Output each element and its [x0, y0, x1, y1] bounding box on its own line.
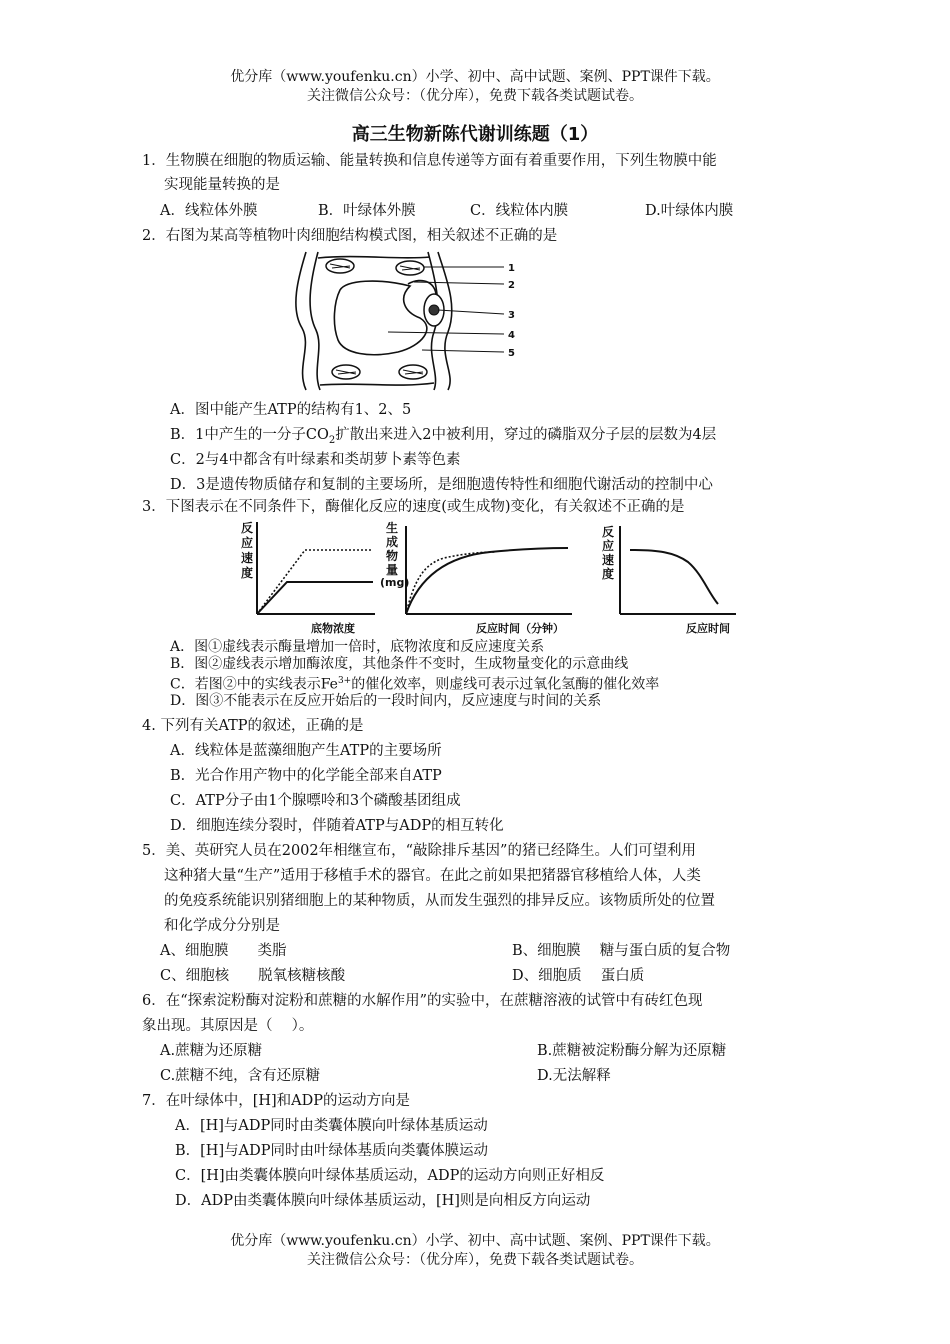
- header-line-2: 关注微信公众号：（优分库），免费下载各类试题试卷。: [307, 88, 643, 104]
- chart-2-ylabel-3: 物: [386, 549, 399, 563]
- q5-stem-line-2: 这种猪大量“生产”适用于移植手术的器官。在此之前如果把猪器官移植给人体，人类: [164, 868, 701, 884]
- q1-option-a: A．线粒体外膜: [160, 203, 258, 219]
- chart-2-ylabel-2: 成: [386, 535, 399, 549]
- q2-stem: 2．右图为某高等植物叶肉细胞结构模式图，相关叙述不正确的是: [142, 228, 558, 244]
- diagram-label-2: 2: [508, 280, 515, 291]
- q3-option-d: D．图③不能表示在反应开始后的一段时间内，反应速度与时间的关系: [170, 693, 602, 709]
- q3-stem: 3．下图表示在不同条件下，酶催化反应的速度(或生成物)变化，有关叙述不正确的是: [142, 499, 685, 515]
- chart-1-ylabel-3: 速: [241, 551, 254, 565]
- q4-option-c: C．ATP分子由1个腺嘌呤和3个磷酸基团组成: [170, 793, 461, 809]
- q2-option-c: C．2与4中都含有叶绿素和类胡萝卜素等色素: [170, 452, 461, 468]
- chart-2-ylabel-4: 量: [386, 563, 399, 577]
- q6-stem-line-1: 6．在“探索淀粉酶对淀粉和蔗糖的水解作用”的实验中，在蔗糖溶液的试管中有砖红色现: [142, 993, 703, 1009]
- q7-option-b: B．[H]与ADP同时由叶绿体基质向类囊体膜运动: [175, 1143, 488, 1159]
- q4-option-b: B．光合作用产物中的化学能全部来自ATP: [170, 768, 442, 784]
- diagram-label-5: 5: [508, 348, 515, 359]
- q5-stem-line-1: 5．美、英研究人员在2002年相继宣布，“敲除排斥基因”的猪已经降生。人们可望利用: [142, 843, 696, 859]
- q1-option-b: B．叶绿体外膜: [318, 203, 416, 219]
- q4-stem: 4. 下列有关ATP的叙述，正确的是: [142, 718, 364, 734]
- cell-structure-diagram: [288, 248, 528, 393]
- q6-option-c: C.蔗糖不纯，含有还原糖: [160, 1068, 321, 1084]
- footer-line-1: 优分库（www.youfenku.cn）小学、初中、高中试题、案例、PPT课件下载。: [230, 1233, 720, 1249]
- chart-1-ylabel-4: 度: [241, 566, 254, 580]
- q1-option-c: C．线粒体内膜: [470, 203, 569, 219]
- chart-1: [235, 518, 377, 636]
- chart-1-ylabel-2: 应: [241, 536, 254, 550]
- chart-3: [598, 522, 748, 636]
- page-title: 高三生物新陈代谢训练题（1）: [351, 124, 599, 145]
- q7-option-a: A．[H]与ADP同时由类囊体膜向叶绿体基质运动: [175, 1118, 488, 1134]
- chart-2: [380, 518, 575, 636]
- q5-option-c: C、细胞核 脱氧核糖核酸: [160, 968, 346, 984]
- q7-option-d: D．ADP由类囊体膜向叶绿体基质运动，[H]则是向相反方向运动: [175, 1193, 591, 1209]
- q3-option-b: B．图②虚线表示增加酶浓度，其他条件不变时，生成物量变化的示意曲线: [170, 656, 629, 672]
- chart-3-xlabel: 反应时间: [686, 622, 730, 635]
- header-line-1: 优分库（www.youfenku.cn）小学、初中、高中试题、案例、PPT课件下载。: [230, 69, 720, 85]
- q1-stem-line-1: 1．生物膜在细胞的物质运输、能量转换和信息传递等方面有着重要作用，下列生物膜中能: [142, 153, 717, 169]
- q6-option-b: B.蔗糖被淀粉酶分解为还原糖: [537, 1043, 727, 1059]
- diagram-label-3: 3: [508, 310, 515, 321]
- cell-wall-left: [296, 252, 306, 390]
- q1-option-d: D.叶绿体内膜: [645, 203, 734, 219]
- chart-3-curve: [630, 550, 718, 604]
- q5-stem-line-3: 的免疫系统能识别猪细胞上的某种物质，从而发生强烈的排异反应。该物质所处的位置: [164, 893, 715, 909]
- q7-stem: 7．在叶绿体中，[H]和ADP的运动方向是: [142, 1093, 411, 1109]
- q5-option-b: B、细胞膜 糖与蛋白质的复合物: [512, 943, 731, 959]
- vacuole: [334, 281, 426, 355]
- chart-2-ylabel-1: 生: [386, 521, 399, 535]
- chart-3-ylabel-1: 反: [602, 525, 615, 539]
- footer-line-2: 关注微信公众号：（优分库），免费下载各类试题试卷。: [307, 1252, 643, 1268]
- chart-2-solid-line: [406, 548, 568, 614]
- q4-option-a: A．线粒体是蓝藻细胞产生ATP的主要场所: [170, 743, 442, 759]
- q3-option-a: A．图①虚线表示酶量增加一倍时，底物浓度和反应速度关系: [170, 639, 545, 655]
- q5-option-a: A、细胞膜 类脂: [160, 943, 287, 959]
- chart-1-ylabel-1: 反: [241, 521, 254, 535]
- q5-option-d: D、细胞质 蛋白质: [512, 968, 645, 984]
- chart-2-xlabel: 反应时间（分钟）: [476, 622, 564, 635]
- q2-option-d: D．3是遗传物质储存和复制的主要场所，是细胞遗传特性和细胞代谢活动的控制中心: [170, 477, 713, 493]
- q3-option-c: C．若图②中的实线表示$Fe^{3+}$的催化效率，则虚线可表示过氧化氢酶的催化效率: [170, 676, 660, 693]
- q4-option-d: D．细胞连续分裂时，伴随着ATP与ADP的相互转化: [170, 818, 504, 834]
- q6-stem-line-2: 象出现。其原因是（ ）。: [142, 1018, 314, 1034]
- diagram-label-1: 1: [508, 263, 515, 274]
- q5-stem-line-4: 和化学成分分别是: [164, 918, 280, 934]
- chart-3-ylabel-2: 应: [602, 539, 615, 553]
- q2-option-a: A．图中能产生ATP的结构有1、2、5: [170, 402, 412, 418]
- cell-wall-left-inner: [310, 252, 320, 390]
- q1-stem-line-2: 实现能量转换的是: [164, 177, 280, 193]
- diagram-label-4: 4: [508, 330, 515, 341]
- chart-3-ylabel-3: 速: [602, 553, 615, 567]
- chart-1-xlabel: 底物浓度: [311, 622, 355, 635]
- chart-3-ylabel-4: 度: [602, 567, 615, 581]
- q7-option-c: C．[H]由类囊体膜向叶绿体基质运动，ADP的运动方向则正好相反: [175, 1168, 605, 1184]
- chart-1-solid-line: [257, 582, 373, 614]
- q6-option-a: A.蔗糖为还原糖: [160, 1043, 263, 1059]
- q6-option-d: D.无法解释: [537, 1068, 611, 1084]
- chart-2-ylabel-5: (mg): [380, 576, 410, 589]
- q2-option-b: B．1中产生的一分子$CO_2$扩散出来进入2中被利用，穿过的磷脂双分子层的层数为4层: [170, 427, 717, 446]
